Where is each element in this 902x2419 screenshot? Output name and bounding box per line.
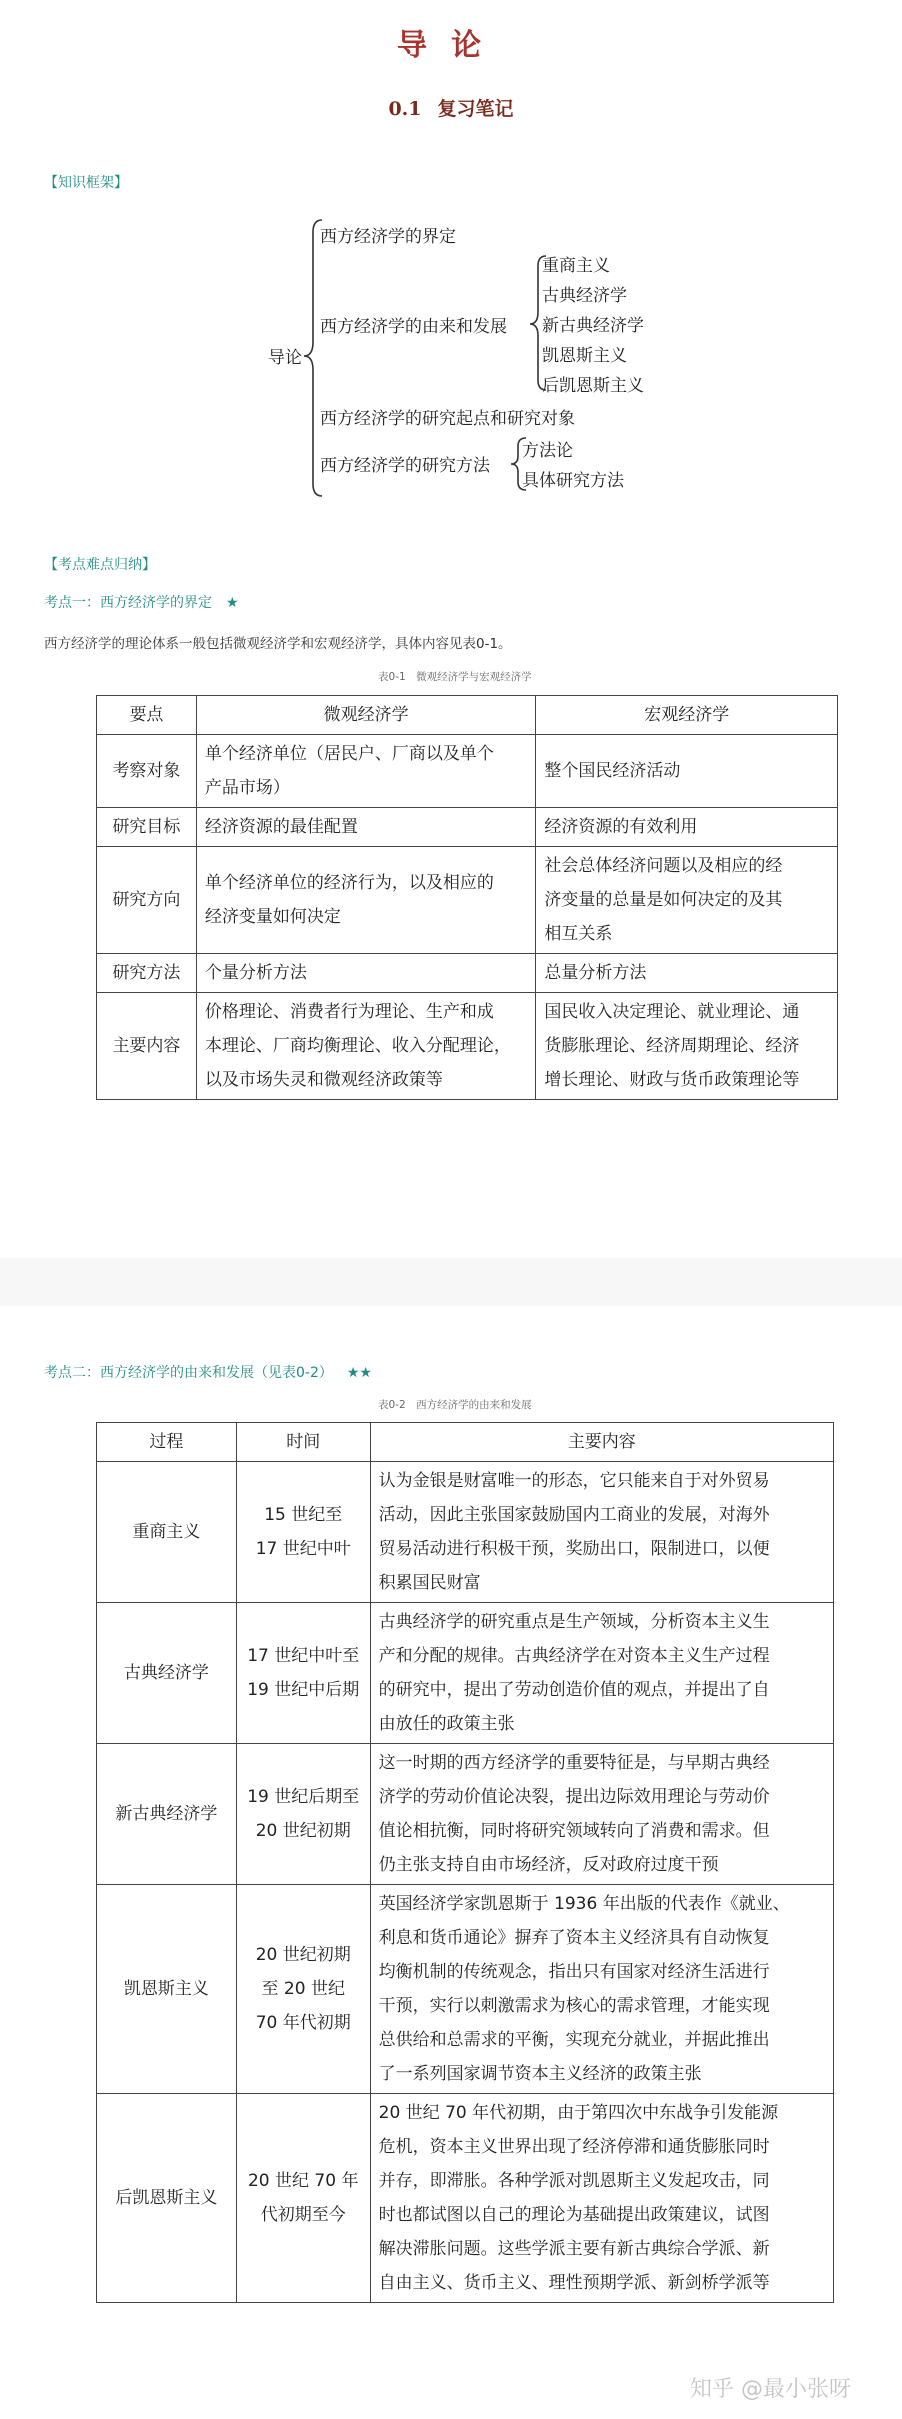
table1-key-cell: 考察对象 bbox=[97, 735, 197, 808]
table2-time-cell-line: 20 世纪 70 年 bbox=[247, 2171, 359, 2191]
table-row bbox=[97, 2094, 834, 2303]
table1-micro-cell-line: 价格理论、消费者行为理论、生产和成 bbox=[204, 1002, 494, 1022]
table2-content-cell-line: 危机，资本主义世界出现了经济停滞和通货膨胀同时 bbox=[378, 2137, 770, 2157]
table2-content-cell-line: 时也都试图以自己的理论为基础提出政策建议，试图 bbox=[378, 2205, 770, 2225]
table2-content-cell-line: 仍主张支持自由市场经济，反对政府过度干预 bbox=[378, 1855, 719, 1875]
table2-header: 过程 bbox=[97, 1423, 237, 1462]
table1-micro-cell bbox=[196, 808, 536, 847]
table2-caption: 表0-2 西方经济学的由来和发展 bbox=[378, 1399, 532, 1411]
table2-time-cell-line: 19 世纪中后期 bbox=[247, 1680, 360, 1700]
table-row bbox=[97, 808, 838, 847]
table1-key-cell: 研究方向 bbox=[97, 847, 197, 954]
table2-stage-cell: 重商主义 bbox=[97, 1462, 237, 1603]
table2-content-cell-line: 值论相抗衡，同时将研究领域转向了消费和需求。但 bbox=[378, 1821, 770, 1841]
tree-dev-post-keynesian: 后凯恩斯主义 bbox=[542, 376, 644, 396]
section-heading: 复习笔记 bbox=[437, 98, 514, 120]
table1-header-row bbox=[97, 696, 838, 735]
table1-macro-cell-line: 整个国民经济活动 bbox=[544, 761, 681, 781]
table1-macro-cell bbox=[536, 847, 838, 954]
table-row bbox=[97, 735, 838, 808]
table2-time-cell-line: 15 世纪至 bbox=[264, 1505, 343, 1525]
tree-dev-keynesian: 凯恩斯主义 bbox=[542, 346, 627, 366]
table2-time-cell bbox=[236, 2094, 370, 2303]
table2-time-cell-line: 70 年代初期 bbox=[255, 2013, 351, 2033]
table2-content-cell-line: 活动，因此主张国家鼓励国内工商业的发展，对海外 bbox=[378, 1505, 770, 1525]
table1-micro-cell-line: 单个经济单位的经济行为，以及相应的 bbox=[204, 873, 494, 893]
table2-time-cell-line: 20 世纪初期 bbox=[255, 1821, 351, 1841]
tree-braces bbox=[0, 0, 902, 520]
table2-content-cell-line: 总供给和总需求的平衡，实现充分就业，并据此推出 bbox=[378, 2030, 770, 2050]
table2-content-cell-line: 贸易活动进行积极干预，奖励出口，限制进口，以便 bbox=[378, 1539, 770, 1559]
table2-content-cell-line: 了一系列国家调节资本主义经济的政策主张 bbox=[378, 2064, 702, 2084]
tree-dev-neoclassical: 新古典经济学 bbox=[542, 316, 644, 336]
table2-content-cell-line: 利息和货币通论》摒弃了资本主义经济具有自动恢复 bbox=[378, 1928, 770, 1948]
table2-content-cell-line: 积累国民财富 bbox=[378, 1573, 481, 1593]
table2-content-cell-line: 均衡机制的传统观念，指出只有国家对经济生活进行 bbox=[378, 1962, 770, 1982]
table1-macro-cell-line: 经济资源的有效利用 bbox=[544, 817, 698, 837]
table1-macro-cell-line: 相互关系 bbox=[544, 924, 613, 944]
tree-root: 导论 bbox=[268, 348, 302, 368]
watermark: 知乎 @最小张呀 bbox=[690, 2377, 851, 2402]
table2-content-cell bbox=[370, 1885, 833, 2094]
table2-time-cell-line: 17 世纪中叶 bbox=[255, 1539, 351, 1559]
table-row bbox=[97, 954, 838, 993]
table1-macro-cell-line: 货膨胀理论、经济周期理论、经济 bbox=[544, 1036, 800, 1056]
table1-micro-cell-line: 以及市场失灵和微观经济政策等 bbox=[204, 1070, 443, 1090]
table1-macro-cell bbox=[536, 808, 838, 847]
table2-time-cell-line: 代初期至今 bbox=[260, 2205, 346, 2225]
tree-dev-mercantilism: 重商主义 bbox=[542, 256, 610, 276]
table-row bbox=[97, 1744, 834, 1885]
table2-stage-cell: 新古典经济学 bbox=[97, 1744, 237, 1885]
table-row bbox=[97, 1462, 834, 1603]
table2-content-cell-line: 这一时期的西方经济学的重要特征是，与早期古典经 bbox=[378, 1753, 770, 1773]
table2-content-cell-line: 解决滞胀问题。这些学派主要有新古典综合学派、新 bbox=[378, 2239, 770, 2259]
table2-time-cell-line: 20 世纪初期 bbox=[255, 1945, 351, 1965]
table1-macro-cell-line: 总量分析方法 bbox=[544, 963, 647, 983]
table2-content-cell bbox=[370, 1744, 833, 1885]
table1-micro-cell-line: 个量分析方法 bbox=[204, 963, 307, 983]
point1-title: 考点一：西方经济学的界定 bbox=[44, 595, 212, 611]
table2-content-cell-line: 古典经济学的研究重点是生产领域，分析资本主义生 bbox=[378, 1612, 770, 1632]
table2-content-cell bbox=[370, 1603, 833, 1744]
table1-macro-cell-line: 社会总体经济问题以及相应的经 bbox=[544, 856, 783, 876]
table2-header-row bbox=[97, 1423, 834, 1462]
table1-macro-cell-line: 增长理论、财政与货币政策理论等 bbox=[544, 1070, 800, 1090]
table1-key-cell: 研究目标 bbox=[97, 808, 197, 847]
point2-stars: ★★ bbox=[346, 1365, 372, 1381]
table2-stage-cell: 古典经济学 bbox=[97, 1603, 237, 1744]
table2-stage-cell: 凯恩斯主义 bbox=[97, 1885, 237, 2094]
tree-dev-classical: 古典经济学 bbox=[542, 286, 627, 306]
tree-method-methodology: 方法论 bbox=[522, 441, 573, 461]
table2-content-cell bbox=[370, 1462, 833, 1603]
table1-micro-cell bbox=[196, 735, 536, 808]
table1-micro-cell-line: 本理论、厂商均衡理论、收入分配理论， bbox=[204, 1036, 511, 1056]
table1-macro-cell-line: 国民收入决定理论、就业理论、通 bbox=[544, 1002, 800, 1022]
table1-micro-cell bbox=[196, 847, 536, 954]
table2-content-cell-line: 并存，即滞胀。各种学派对凯恩斯主义发起攻击，同 bbox=[378, 2171, 770, 2191]
table2-time-cell bbox=[236, 1462, 370, 1603]
table2-time-cell bbox=[236, 1885, 370, 2094]
table2-time-cell bbox=[236, 1744, 370, 1885]
key-points-label: 【考点难点归纳】 bbox=[44, 557, 156, 573]
point1-stars: ★ bbox=[226, 595, 239, 611]
table2-content-cell bbox=[370, 2094, 833, 2303]
table-micro-macro bbox=[96, 695, 838, 1100]
table1-micro-cell-line: 经济变量如何决定 bbox=[204, 907, 341, 927]
point2-title: 考点二：西方经济学的由来和发展（见表0-2） bbox=[44, 1365, 333, 1381]
table2-content-cell-line: 20 世纪 70 年代初期，由于第四次中东战争引发能源 bbox=[378, 2103, 779, 2123]
tree-method-specific: 具体研究方法 bbox=[522, 471, 624, 491]
chapter-title: 导论 bbox=[397, 28, 505, 63]
tree-item-method: 西方经济学的研究方法 bbox=[320, 456, 490, 476]
table1-header: 宏观经济学 bbox=[536, 696, 838, 735]
table1-macro-cell bbox=[536, 735, 838, 808]
table1-micro-cell-line: 经济资源的最佳配置 bbox=[204, 817, 358, 837]
table1-micro-cell-line: 产品市场） bbox=[204, 778, 290, 798]
table2-time-cell-line: 19 世纪后期至 bbox=[247, 1787, 360, 1807]
table2-time-cell-line: 17 世纪中叶至 bbox=[247, 1646, 360, 1666]
table1-key-cell: 研究方法 bbox=[97, 954, 197, 993]
table2-time-cell-line: 至 20 世纪 bbox=[261, 1979, 345, 1999]
table2-header: 时间 bbox=[236, 1423, 370, 1462]
table2-content-cell-line: 济学的劳动价值论决裂，提出边际效用理论与劳动价 bbox=[378, 1787, 770, 1807]
table1-caption: 表0-1 微观经济学与宏观经济学 bbox=[378, 671, 532, 683]
table-row bbox=[97, 1885, 834, 2094]
table-row bbox=[97, 1603, 834, 1744]
table1-macro-cell-line: 济变量的总量是如何决定的及其 bbox=[544, 890, 783, 910]
table1-key-cell: 主要内容 bbox=[97, 993, 197, 1100]
tree-item-development: 西方经济学的由来和发展 bbox=[320, 317, 507, 337]
table1-micro-cell bbox=[196, 954, 536, 993]
table2-content-cell-line: 产和分配的规律。古典经济学在对资本主义生产过程 bbox=[378, 1646, 770, 1666]
table1-header: 要点 bbox=[97, 696, 197, 735]
point2-title-row bbox=[44, 1362, 372, 1382]
table2-time-cell bbox=[236, 1603, 370, 1744]
table1-micro-cell bbox=[196, 993, 536, 1100]
table1-macro-cell bbox=[536, 954, 838, 993]
table2-content-cell-line: 认为金银是财富唯一的形态，它只能来自于对外贸易 bbox=[378, 1471, 770, 1491]
section-number: 0.1 bbox=[388, 98, 422, 120]
knowledge-framework-label: 【知识框架】 bbox=[44, 175, 128, 191]
tree-item-object: 西方经济学的研究起点和研究对象 bbox=[320, 409, 575, 429]
table2-header: 主要内容 bbox=[370, 1423, 833, 1462]
table2-stage-cell: 后凯恩斯主义 bbox=[97, 2094, 237, 2303]
table2-content-cell-line: 由放任的政策主张 bbox=[378, 1714, 515, 1734]
table-row bbox=[97, 847, 838, 954]
table1-header: 微观经济学 bbox=[196, 696, 536, 735]
table-development bbox=[96, 1422, 834, 2303]
point1-intro: 西方经济学的理论体系一般包括微观经济学和宏观经济学，具体内容见表0-1。 bbox=[44, 636, 512, 652]
section-divider bbox=[0, 1258, 902, 1306]
table1-micro-cell-line: 单个经济单位（居民户、厂商以及单个 bbox=[204, 744, 494, 764]
table-row bbox=[97, 993, 838, 1100]
tree-item-definition: 西方经济学的界定 bbox=[320, 227, 456, 247]
table2-content-cell-line: 干预，实行以刺激需求为核心的需求管理，才能实现 bbox=[378, 1996, 770, 2016]
table2-content-cell-line: 自由主义、货币主义、理性预期学派、新剑桥学派等 bbox=[378, 2273, 770, 2293]
table1-macro-cell bbox=[536, 993, 838, 1100]
table2-content-cell-line: 英国经济学家凯恩斯于 1936 年出版的代表作《就业、 bbox=[378, 1894, 790, 1914]
table2-content-cell-line: 的研究中，提出了劳动创造价值的观点，并提出了自 bbox=[378, 1680, 770, 1700]
point1-title-row bbox=[44, 592, 239, 612]
